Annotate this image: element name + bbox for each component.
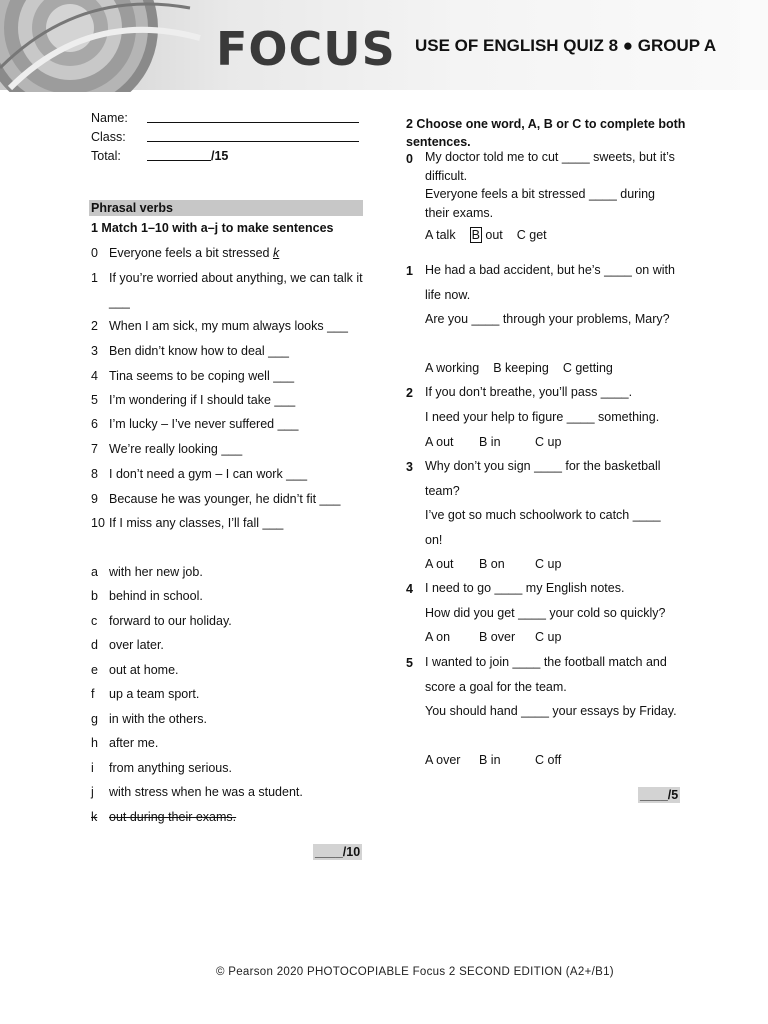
sentence-2: How did you get ____ your cold so quickly? (425, 605, 666, 620)
options (425, 557, 561, 571)
ending-text: over later. (109, 638, 164, 652)
ending-letter: g (91, 712, 98, 726)
total-line[interactable] (147, 150, 211, 161)
option-b[interactable]: B in (479, 753, 501, 767)
option-c[interactable]: C up (535, 557, 562, 571)
list-item (91, 339, 289, 363)
option-b[interactable]: B over (479, 630, 516, 644)
options (425, 435, 561, 449)
question-number: 0 (406, 152, 413, 166)
item-text: If you’re worried about anything, we can talk it ___ (109, 271, 363, 309)
list-item (91, 437, 242, 461)
option-b[interactable]: B in (479, 435, 501, 449)
option-a[interactable]: A on (425, 630, 451, 644)
item-number: 4 (91, 369, 98, 383)
item-number: 7 (91, 442, 98, 456)
list-item (91, 412, 298, 436)
list-item (91, 314, 348, 338)
ending-letter: b (91, 589, 98, 603)
ending-letter: e (91, 663, 98, 677)
item-text: If I miss any classes, I’ll fall ___ (109, 516, 284, 530)
section-heading: Phrasal verbs (89, 200, 363, 216)
sentence-2: I’ve got so much schoolwork to catch ____ on! (425, 508, 661, 547)
item-number: 6 (91, 417, 98, 431)
list-item (91, 266, 365, 314)
copyright-footer: © Pearson 2020 PHOTOCOPIABLE Focus 2 SECOND EDITION (A2+/B1) (216, 966, 614, 978)
ending-item (91, 609, 232, 633)
item-number: 8 (91, 467, 98, 481)
ending-letter: d (91, 638, 98, 652)
ending-item (91, 633, 164, 657)
list-item (91, 241, 279, 265)
name-line[interactable] (147, 112, 359, 123)
sentence-1: If you don’t breathe, you’ll pass ____. (425, 385, 633, 399)
field-label: Class: (91, 129, 126, 144)
item-text: Because he was younger, he didn’t fit ___ (109, 492, 341, 506)
ending-letter: i (91, 761, 94, 775)
item-number: 10 (91, 516, 105, 530)
item-text: Everyone feels a bit stressed (109, 246, 273, 260)
ending-letter: c (91, 614, 98, 628)
question-0 (425, 148, 680, 222)
question-number: 4 (406, 582, 413, 596)
sentence-2: I need your help to figure ____ something. (425, 409, 660, 424)
example-answer: k (272, 246, 280, 260)
focus-logo: FOCUS (216, 22, 396, 76)
option-a[interactable]: A over (425, 753, 461, 767)
option-b-text: out (481, 228, 503, 242)
option-c[interactable]: C off (535, 753, 562, 767)
total-field[interactable] (91, 146, 359, 165)
option-a[interactable]: A out (425, 435, 454, 449)
field-label: Name: (91, 110, 128, 125)
item-text: We’re really looking ___ (109, 442, 243, 456)
sentence-2: Everyone feels a bit stressed ____ during their exams. (425, 187, 655, 220)
class-line[interactable] (147, 131, 359, 142)
option-b[interactable]: B keeping (493, 361, 549, 375)
question-2 (425, 380, 680, 429)
ending-item (91, 756, 232, 780)
item-text: When I am sick, my mum always looks ___ (109, 319, 348, 333)
sentence-2: Are you ____ through your problems, Mary? (425, 312, 670, 326)
ending-item (91, 584, 203, 608)
ending-item (91, 560, 203, 584)
item-text: I’m wondering if I should take ___ (109, 393, 296, 407)
item-number: 5 (91, 393, 98, 407)
exercise-1-title: 1 Match 1–10 with a–j to make sentences (91, 221, 334, 235)
ending-letter: j (91, 785, 94, 799)
exercise-1-score: ____/10 (315, 845, 361, 859)
ending-text: forward to our holiday. (109, 614, 232, 628)
ending-item (91, 682, 199, 706)
option-c[interactable]: C get (516, 228, 547, 242)
exercise-2-title: 2 Choose one word, A, B or C to complete both sentences. (406, 117, 686, 149)
page-header (0, 0, 768, 90)
question-4 (425, 576, 690, 625)
option-b[interactable] (470, 228, 503, 242)
option-a[interactable]: A working (425, 361, 480, 375)
total-suffix: /15 (211, 148, 229, 163)
option-c[interactable]: C getting (562, 361, 613, 375)
list-item (91, 511, 283, 535)
list-item (91, 487, 340, 511)
ending-letter: h (91, 736, 98, 750)
sentence-1: Why don’t you sign ____ for the basketball team? (425, 459, 661, 498)
item-text: Tina seems to be coping well ___ (109, 369, 295, 383)
list-item (91, 364, 294, 388)
options (425, 361, 627, 375)
class-field[interactable] (91, 127, 359, 146)
item-text: I’m lucky – I’ve never suffered ___ (109, 417, 299, 431)
ending-letter: f (91, 687, 95, 701)
ending-text: with stress when he was a student. (109, 785, 303, 799)
ending-text: behind in school. (109, 589, 203, 603)
question-3 (425, 454, 680, 552)
question-1 (425, 258, 680, 332)
question-number: 3 (406, 460, 413, 474)
option-c[interactable]: C up (535, 630, 562, 644)
quiz-title: USE OF ENGLISH QUIZ 8 ● GROUP A (415, 36, 717, 55)
option-a[interactable]: A out (425, 557, 454, 571)
question-number: 1 (406, 264, 413, 278)
item-number: 3 (91, 344, 98, 358)
item-text: I don’t need a gym – I can work ___ (109, 467, 308, 481)
focus-disc-logo (0, 0, 210, 92)
ending-text: from anything serious. (109, 761, 232, 775)
item-number: 0 (91, 246, 98, 260)
question-number: 2 (406, 386, 413, 400)
ending-text: in with the others. (109, 712, 207, 726)
ending-item (91, 731, 158, 755)
sentence-1: I wanted to join ____ the football match and score a goal for the team. (425, 655, 667, 694)
field-label: Total: (91, 148, 121, 163)
sentence-1: I need to go ____ my English notes. (425, 581, 625, 595)
exercise-2-score: ____/5 (640, 788, 679, 802)
options (425, 630, 561, 644)
question-number: 5 (406, 656, 413, 670)
item-number: 2 (91, 319, 98, 333)
sentence-1: He had a bad accident, but he’s ____ on with life now. (425, 263, 675, 302)
name-field[interactable] (91, 108, 359, 127)
ending-text: out at home. (109, 663, 179, 677)
selected-answer-box: B (471, 228, 480, 242)
option-c[interactable]: C up (535, 435, 562, 449)
ending-letter: k (91, 810, 98, 824)
ending-text: out during their exams. (109, 810, 237, 824)
ending-item (91, 658, 179, 682)
ending-item (91, 780, 303, 804)
list-item (91, 462, 307, 486)
sentence-2: You should hand ____ your essays by Friday. (425, 704, 677, 718)
list-item (91, 388, 295, 412)
ending-item-example (91, 805, 236, 829)
options (425, 228, 561, 242)
options (425, 753, 561, 767)
ending-text: up a team sport. (109, 687, 200, 701)
sentence-1: My doctor told me to cut ____ sweets, but it’s difficult. (425, 150, 675, 183)
ending-text: after me. (109, 736, 159, 750)
item-number: 9 (91, 492, 98, 506)
option-b[interactable]: B on (479, 557, 505, 571)
ending-letter: a (91, 565, 98, 579)
student-fields (91, 108, 359, 165)
item-number: 1 (91, 271, 98, 285)
option-a[interactable]: A talk (425, 228, 456, 242)
question-5 (425, 650, 680, 724)
item-text: Ben didn’t know how to deal ___ (109, 344, 289, 358)
ending-item (91, 707, 207, 731)
ending-text: with her new job. (109, 565, 203, 579)
